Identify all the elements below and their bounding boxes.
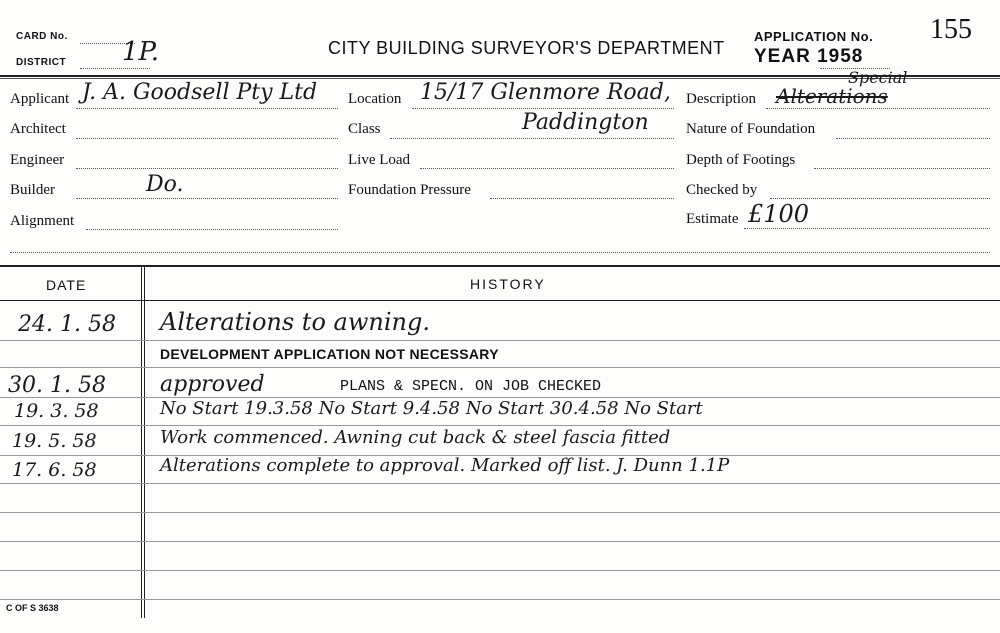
location-value-line1: 15/17 Glenmore Road, [420, 80, 671, 105]
applicant-value: J. A. Goodsell Pty Ltd [82, 80, 318, 105]
live-load-label: Live Load [348, 152, 411, 168]
class-label: Class [348, 121, 381, 137]
builder-label: Builder [10, 182, 55, 198]
history-date: 17. 6. 58 [12, 459, 97, 481]
department-title: CITY BUILDING SURVEYOR'S DEPARTMENT [328, 38, 725, 58]
development-stamp: DEVELOPMENT APPLICATION NOT NECESSARY [160, 346, 499, 362]
plans-checked-stamp: PLANS & SPECN. ON JOB CHECKED [340, 378, 602, 395]
description-label: Description [686, 91, 756, 107]
card-no-label: CARD No. [16, 31, 68, 42]
history-entry: Alterations to awning. [160, 308, 430, 336]
history-entry: No Start 19.3.58 No Start 9.4.58 No Start 30.4.58 No Start [160, 398, 703, 419]
history-date: 24. 1. 58 [18, 312, 116, 337]
estimate-label: Estimate [686, 211, 739, 227]
engineer-label: Engineer [10, 152, 65, 168]
location-label: Location [348, 91, 402, 107]
history-date: 19. 5. 58 [12, 430, 97, 452]
history-date: 30. 1. 58 [8, 373, 106, 398]
architect-label: Architect [10, 121, 66, 137]
foundation-pressure-label: Foundation Pressure [348, 182, 471, 198]
description-annotation: Special [848, 68, 908, 87]
location-value-line2: Paddington [522, 110, 649, 135]
description-value: Alterations [776, 84, 888, 108]
application-number: 155 [930, 14, 972, 45]
builder-value: Do. [146, 172, 184, 197]
form-code: C OF S 3638 [6, 603, 59, 613]
estimate-value: £100 [748, 200, 810, 228]
history-date: 19. 3. 58 [14, 400, 99, 422]
history-entry: approved [160, 372, 265, 397]
history-entry: Alterations complete to approval. Marked off list. J. Dunn 1.1P [160, 455, 730, 476]
application-label: APPLICATION No. [754, 29, 874, 44]
alignment-label: Alignment [10, 213, 75, 229]
date-column-header: DATE [46, 277, 87, 293]
depth-of-footings-label: Depth of Footings [686, 152, 796, 168]
district-label: DISTRICT [16, 57, 67, 68]
history-column-header: HISTORY [470, 276, 546, 292]
history-entry: Work commenced. Awning cut back & steel fascia fitted [160, 427, 671, 448]
checked-by-label: Checked by [686, 182, 758, 198]
nature-of-foundation-label: Nature of Foundation [686, 121, 816, 137]
applicant-label: Applicant [10, 91, 70, 107]
year-label: YEAR 1958 [754, 46, 864, 67]
district-value: 1P. [122, 37, 160, 67]
